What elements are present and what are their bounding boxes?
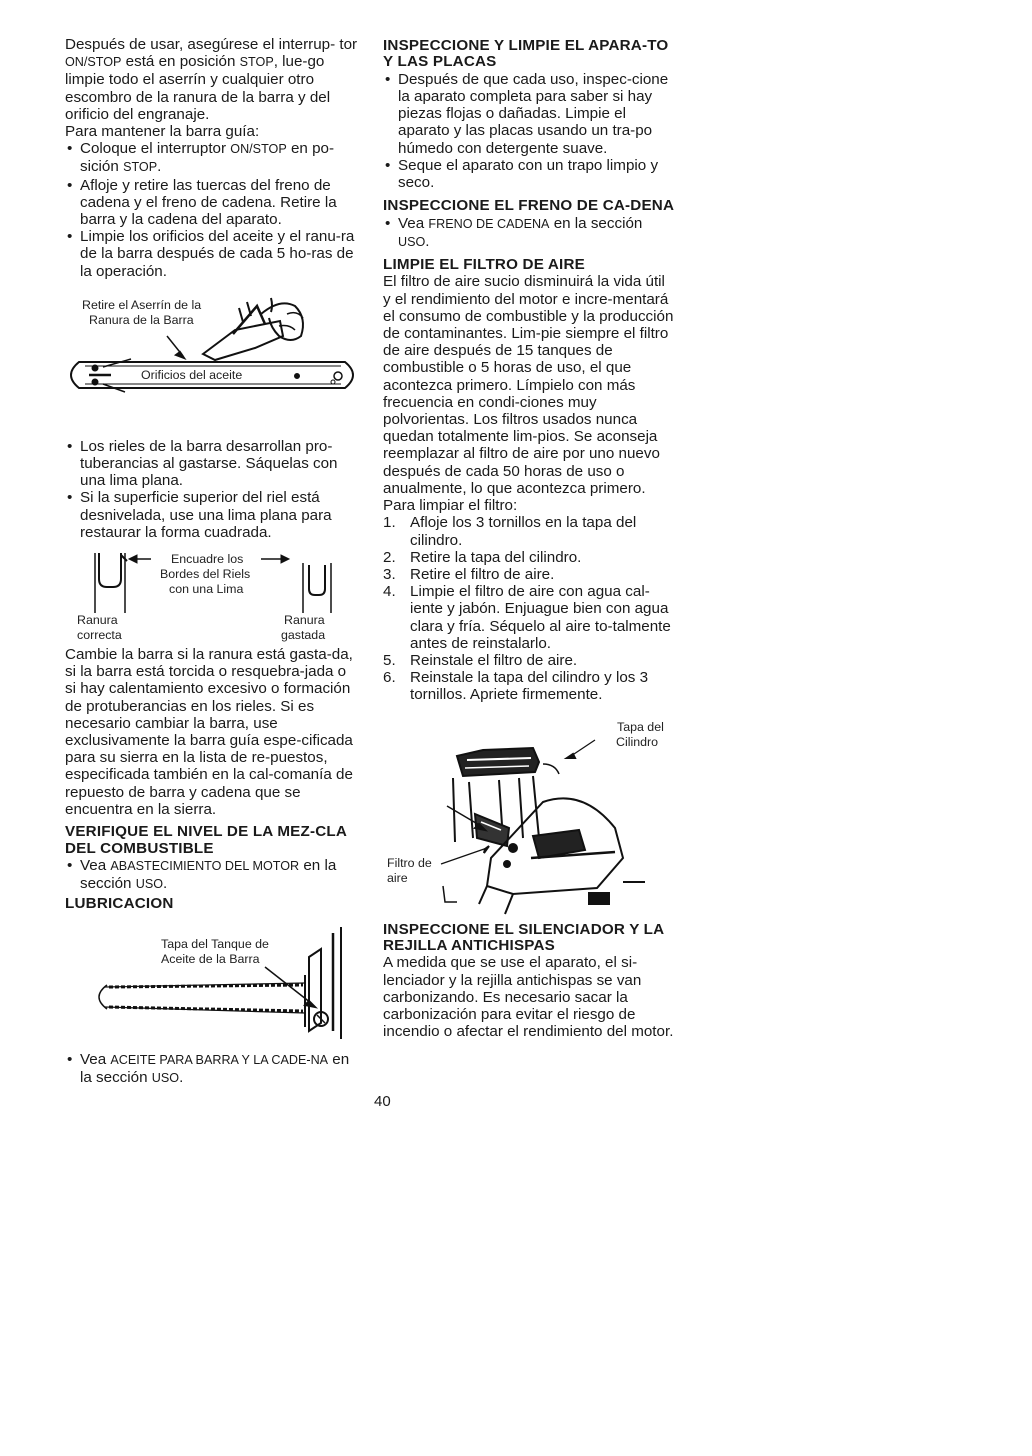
step-3: 3. Retire el filtro de aire. (383, 565, 555, 583)
replace-bar-paragraph: Cambie la barra si la ranura está gasta-da, si la barra está torcida o resquebra-jada o si hay calentamiento excesivo o formación de protuberancias en los rieles. Si es necesario cambiar la barra, use exclusivamente la barra guía espe-cificada para su sierra en la lista de re-puestos, especificada también en la cal-comanía de repuesto de barra y cadena que se encuentra en la sierra. (65, 646, 353, 818)
heading-lubrication: LUBRICACION (65, 895, 174, 913)
right-column (383, 36, 675, 1040)
label-air-filter-1: Filtro de (387, 855, 432, 870)
intro-paragraph: Después de usar, asegúrese el interrup- tor ON/STOP está en posición STOP, lue-go limpie todo el aserrín y cualquier otro escombro de la ranura de la barra y del orificio del engranaje. (65, 36, 358, 123)
page-number: 40 (374, 1093, 391, 1110)
step-1: 1. Afloje los 3 tornillos en la tapa del cilindro. (383, 514, 637, 549)
bullet-clean-holes: • Limpie los orificios del aceite y el ranu-ra de la barra después de cada 5 ho-ras de la operación. (65, 228, 360, 280)
figure-bar-cleaning (65, 296, 360, 424)
label-oil-cap-1: Tapa del Tanque de (161, 936, 269, 951)
label-oil-holes: Orificios del aceite (141, 367, 243, 382)
label-groove-worn-1: Ranura (284, 613, 325, 628)
heading-fuel-level: VERIFIQUE EL NIVEL DE LA MEZ-CLA DEL COMBUSTIBLE (65, 823, 347, 857)
bullet-inspect: • Después de que cada uso, inspec-cione la aparato completa para saber si hay piezas flojas o dañadas. Limpie el aparato y las placas usando un tra-po húmedo con detergente suave. (383, 71, 675, 157)
label-cylinder-cover-2: Cilindro (616, 734, 659, 749)
step-2: 2. Retire la tapa del cilindro. (383, 548, 582, 566)
bullet-rail-burrs: • Los rieles de la barra desarrollan pro-tuberancias al gastarse. Sáquelas con una lima plana. (65, 438, 360, 490)
bullet-brake-ref: • Vea FRENO DE CADENA en la sección USO. (383, 215, 675, 251)
label-groove-correct-1: Ranura (77, 613, 118, 628)
figure-oil-cap (65, 927, 360, 1045)
heading-chain-brake: INSPECCIONE EL FRENO DE CA-DENA (383, 197, 675, 215)
heading-muffler: INSPECCIONE EL SILENCIADOR Y LA REJILLA ANTICHISPAS (383, 920, 664, 954)
air-filter-paragraph: El filtro de aire sucio disminuirá la vida útil y el rendimiento del motor e incre-mentará el consumo de combustible y la producción de contaminantes. Lim-pie siempre el filtro de aire después de 15 tanques de combustible o 5 horas de uso, el que acontezca primero. Límpielo con más frecuencia en condi-ciones muy polvorientas. Los filtros usados nunca quedan totalmente lim-pios. Se aconseja reemplazar al filtro de aire por uno nuevo después de cada 50 horas de uso o anualmente, lo que acontezca primero. Para limpiar el filtro: (383, 273, 674, 515)
step-4: 4. Limpie el filtro de aire con agua cal-iente y jabón. Enjuague bien con agua clara y fría. Séquelo al aire to-talmente antes de reinstalarlo. (383, 583, 671, 652)
figure-air-filter (383, 718, 675, 918)
label-groove-correct-2: correcta (77, 628, 122, 643)
bullet-dry: • Seque el aparato con un trapo limpio y seco. (383, 157, 675, 191)
label-sawdust-1: Retire el Aserrín de la (82, 297, 202, 312)
bar-maintenance-intro: Para mantener la barra guía: (65, 123, 260, 141)
bullet-rail-uneven: • Si la superficie superior del riel está desnivelada, use una lima plana para restaurar la forma cuadrada. (65, 489, 360, 541)
bullet-oil-ref: • Vea ACEITE PARA BARRA Y LA CADE-NA en la sección USO. (65, 1051, 360, 1087)
label-cylinder-cover-1: Tapa del (617, 719, 664, 734)
muffler-paragraph: A medida que se use el aparato, el si-lenciador y la rejilla antichispas se van carbonizando. Es necesario sacar la carbonización para evitar el riesgo de incendio o afectar el rendimiento del motor. (383, 954, 674, 1041)
bullet-fuel-ref: • Vea ABASTECIMIENTO DEL MOTOR en la sección USO. (65, 857, 360, 893)
heading-air-filter: LIMPIE EL FILTRO DE AIRE (383, 256, 585, 274)
label-groove-worn-2: gastada (281, 628, 326, 643)
bullet-remove-brake: • Afloje y retire las tuercas del freno de cadena y el freno de cadena. Retire la barra y la cadena del aparato. (65, 177, 360, 229)
step-5: 5. Reinstale el filtro de aire. (383, 651, 578, 669)
label-square-1: Encuadre los (171, 552, 244, 567)
left-column (65, 36, 360, 1087)
step-6: 6. Reinstale la tapa del cilindro y los 3 tornillos. Apriete firmemente. (383, 669, 649, 704)
label-square-3: con una Lima (169, 582, 244, 597)
label-sawdust-2: Ranura de la Barra (89, 312, 194, 327)
figure-rail-grooves (65, 551, 360, 645)
label-oil-cap-2: Aceite de la Barra (161, 951, 260, 966)
heading-inspect-clean: INSPECCIONE Y LIMPIE EL APARA-TO Y LAS PLACAS (383, 37, 669, 71)
bullet-switch: • Coloque el interruptor ON/STOP en po-sición STOP. (65, 140, 360, 176)
label-air-filter-2: aire (387, 870, 408, 885)
label-square-2: Bordes del Riels (160, 567, 251, 582)
